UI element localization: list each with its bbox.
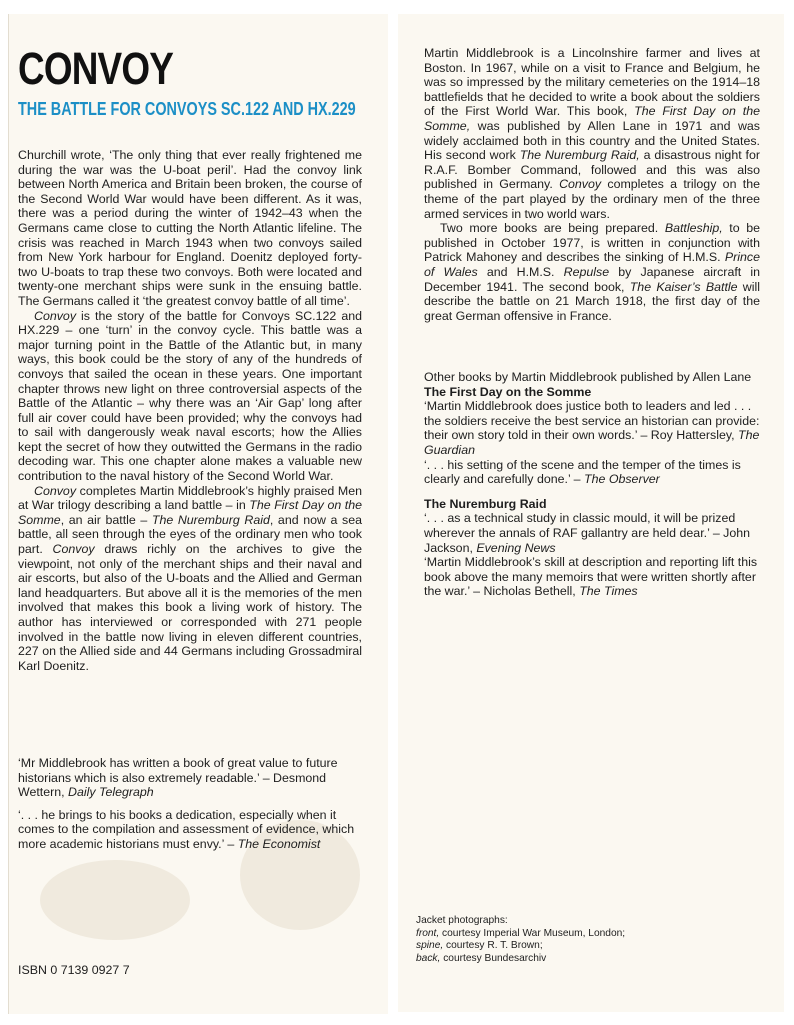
review-quote: ‘Martin Middlebrook’s skill at description and reporting lift this book above the many memoirs that were written shortly after the war.’ – Nicholas Bethell, The Times bbox=[424, 555, 758, 599]
review-quotes bbox=[18, 756, 362, 860]
other-books-intro: Other books by Martin Middlebrook published by Allen Lane bbox=[424, 370, 752, 384]
fold-gap bbox=[388, 0, 398, 1025]
paragraph: Martin Middlebrook is a Lincolnshire farmer and lives at Boston. In 1967, while on a visit to France and Belgium, he was so impressed by the military cemeteries on the 1914–18 battlefields that he decided to write a book about the soldiers of the First World War. This book, The First Day on the Somme, was published by Allen Lane in 1971 and was widely acclaimed both in this country and the United States. His second work The Nuremburg Raid, a disastrous night for R.A.F. Bomber Command, followed and this was also published in Germany. Convoy completes a trilogy on the theme of the part played by the ordinary men of the three armed services in two world wars. bbox=[424, 46, 761, 221]
paragraph: Convoy is the story of the battle for Convoys SC.122 and HX.229 – one ‘turn’ in the convoy cycle. This battle was a major turning point in the Battle of the Atlantic but, in many ways, this book could be the story of any of the hundreds of convoys that sailed the ocean in these years. One important chapter throws new light on three controversial aspects of the Battle of the Atlantic – why there was an ‘Air Gap’ long after full air cover could have been provided; why the convoys had to sail with dangerously weak naval escorts; how the Allies kept the secret of how they outwitted the Germans in the radio decoding war. This one chapter alone makes a valuable new contribution to the naval history of the Second World War. bbox=[18, 308, 362, 484]
credit-line: back, courtesy Bundesarchiv bbox=[416, 952, 547, 964]
book-title: CONVOY bbox=[18, 43, 174, 94]
review-quote: ‘. . . he brings to his books a dedication, especially when it comes to the compilation and assessment of evidence, which more academic historians must envy.’ – The Economist bbox=[18, 807, 355, 851]
author-bio bbox=[424, 46, 760, 323]
isbn: ISBN 0 7139 0927 7 bbox=[18, 963, 130, 977]
review-quote: ‘Martin Middlebrook does justice both to leaders and led . . . the soldiers receive the best service an historian can provide: their own story told in their own words.’ – Roy Hattersley, The Guardian bbox=[424, 399, 760, 457]
paragraph: Two more books are being prepared. Battleship, to be published in October 1977, is written in conjunction with Patrick Mahoney and describes the sinking of H.M.S. Prince of Wales and H.M.S. Repulse by Japanese aircraft in December 1941. The second book, The Kaiser’s Battle will describe the battle on 21 March 1918, the first day of the great German offensive in France. bbox=[424, 221, 760, 323]
other-books bbox=[424, 370, 760, 599]
left-blurb bbox=[18, 148, 362, 673]
credit-line: spine, courtesy R. T. Brown; bbox=[416, 940, 543, 952]
credit-line: front, courtesy Imperial War Museum, London; bbox=[416, 927, 626, 939]
paragraph: Convoy completes Martin Middlebrook’s highly praised Men at War trilogy describing a land battle – in The First Day on the Somme, an air battle – The Nuremburg Raid, and now a sea battle, all seen through the eyes of the ordinary men who took part. Convoy draws richly on the archives to give the viewpoint, not only of the merchant ships and their naval and air escorts, but also of the U-boats and the Allied and German land headquarters. But above all it is the memories of the men involved that makes this book a living work of history. The author has interviewed or corresponded with 271 people involved in the battle now living in eleven different countries, 227 on the Allied side and 44 Germans including Grossadmiral Karl Doenitz. bbox=[18, 483, 363, 673]
stain bbox=[40, 860, 190, 940]
book-heading: The Nuremburg Raid bbox=[424, 496, 547, 511]
book-subtitle: THE BATTLE FOR CONVOYS SC.122 AND HX.229 bbox=[18, 99, 356, 119]
review-quote: ‘. . . as a technical study in classic mould, it will be prized wherever the annals of RAF gallantry are held dear.’ – John Jackson, Evening News bbox=[424, 511, 751, 555]
jacket-credits bbox=[416, 915, 716, 965]
review-quote: ‘. . . his setting of the scene and the temper of the times is clearly and carefully done.’ – The Observer bbox=[424, 457, 741, 487]
paragraph: Churchill wrote, ‘The only thing that ever really frightened me during the war was the U-boat peril’. Had the convoy link between North America and Britain been broken, the course of the Second World War would have been different. As it was, there was a period during the winter of 1942–43 when the Germans came close to cutting the North Atlantic lifeline. The crisis was reached in March 1943 when two convoys sailed from New York harbour for England. Doenitz deployed forty-two U-boats to trap these two convoys. Both were located and twenty-one merchant ships were sunk in the ensuing battle. The Germans called it ‘the greatest convoy battle of all time’. bbox=[18, 148, 362, 308]
credit-heading: Jacket photographs: bbox=[416, 915, 508, 926]
book-heading: The First Day on the Somme bbox=[424, 384, 592, 399]
review-quote: ‘Mr Middlebrook has written a book of great value to future historians which is also extremely readable.’ – Desmond Wettern, Daily Telegraph bbox=[18, 756, 338, 800]
